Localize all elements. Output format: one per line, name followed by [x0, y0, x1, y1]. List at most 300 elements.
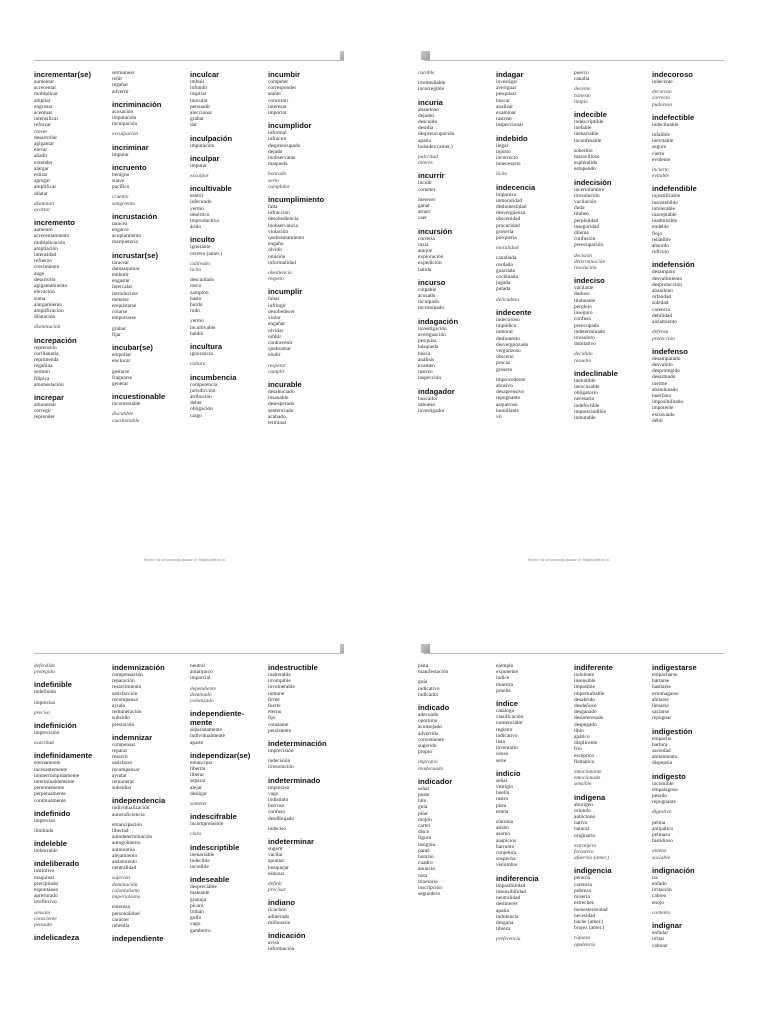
synonym: serie [496, 757, 507, 764]
synonym: sugerir [268, 846, 283, 853]
synonym: vergonzoso [496, 347, 521, 354]
synonym: dejado [268, 148, 283, 155]
synonym: indecoroso [496, 316, 520, 323]
page-corner-icon [421, 51, 430, 60]
headword: incumplir [268, 287, 303, 297]
synonym: confuso [268, 809, 286, 816]
antonym: acortar [34, 207, 51, 214]
headword: indescifrable [190, 812, 237, 822]
synonym: burdo [190, 302, 203, 309]
synonym: insostenible [652, 199, 678, 206]
headword: indecisión [574, 177, 612, 187]
dictionary-column [112, 663, 190, 953]
synonym: individualización [112, 805, 150, 812]
dictionary-column [652, 70, 728, 424]
synonym: putada [496, 286, 511, 293]
synonym: aislamiento [652, 319, 677, 326]
synonym: conveniente [418, 736, 445, 743]
synonym: infractor [268, 136, 287, 143]
synonym: saciarse [652, 709, 670, 716]
antonym: incierto [652, 167, 669, 174]
synonym: grabar [190, 116, 204, 123]
headword: indignación [652, 865, 695, 875]
synonym: hito [418, 798, 427, 805]
antonym: emocionado [574, 775, 601, 782]
synonym: inmutable [574, 414, 596, 421]
synonym: flojo [652, 230, 663, 237]
synonym: perplejo [574, 303, 592, 310]
antonym: defendido [34, 663, 56, 669]
synonym: colarse [112, 309, 128, 316]
synonym: inspección [418, 375, 442, 382]
synonym: buscador [418, 395, 438, 402]
synonym: ampliación [34, 245, 58, 252]
synonym: ininterrumpidamente [34, 772, 80, 779]
synonym: débil [652, 417, 663, 424]
synonym: aleccionar [190, 110, 213, 117]
synonym: inaceptable [652, 212, 677, 219]
synonym: libertad [112, 828, 129, 835]
synonym: inculpado [418, 299, 440, 306]
antonym: pulcritud [418, 154, 438, 161]
antonym: determinación [574, 258, 606, 265]
synonym: mojón [418, 816, 432, 823]
headword: indigesto [652, 771, 686, 781]
synonym: imprecisión [268, 748, 294, 755]
entry-columns [34, 70, 344, 426]
synonym: adecuado [418, 712, 439, 719]
synonym: invulnerable [268, 684, 295, 691]
headword: incruento [112, 162, 147, 172]
synonym: desahuciado [268, 388, 295, 395]
antonym: honesto [574, 92, 591, 99]
dictionary-column [112, 70, 190, 426]
synonym: granuja [190, 896, 207, 903]
synonym: reprimenda [34, 356, 59, 363]
synonym: impreciso [34, 699, 56, 706]
synonym: endeble [652, 224, 669, 231]
synonym: ayuda [112, 703, 125, 710]
headword: incriminar [112, 142, 149, 152]
headword: indecencia [496, 182, 536, 192]
synonym: tibio [574, 727, 584, 734]
antonym: cuestionable [112, 417, 140, 424]
synonym: prueba [496, 687, 511, 694]
headword: índice [496, 699, 518, 709]
synonym: improductivo [190, 218, 220, 225]
synonym: abusivo [496, 382, 513, 389]
page-right-top [418, 50, 728, 590]
headword: indecente [496, 307, 532, 317]
headword: indebido [496, 133, 528, 143]
headword: incursión [418, 226, 453, 236]
synonym: índice [496, 675, 510, 682]
synonym: inseguridad [574, 223, 600, 230]
antonym: correcto [652, 95, 671, 102]
header-rule [424, 60, 724, 61]
synonym: inexcusable [574, 383, 600, 390]
synonym: impasible [574, 684, 595, 691]
headword: indicación [268, 931, 306, 941]
headword: indignar [652, 921, 682, 931]
synonym: vil [496, 413, 502, 420]
antonym: inadecuado [418, 765, 444, 772]
synonym: personalidad [112, 910, 140, 917]
synonym: reparación [112, 678, 135, 685]
headword: indeliberado [34, 859, 80, 869]
synonym: manifestación [418, 669, 449, 676]
synonym: fuerte [268, 703, 281, 710]
synonym: violación [268, 228, 289, 235]
synonym: enfado [652, 881, 667, 888]
synonym: incultivable [190, 324, 216, 331]
synonym: displicente [574, 740, 598, 747]
synonym: constante [268, 721, 289, 728]
synonym: engaño [268, 241, 284, 248]
synonym: separadamente [190, 727, 223, 734]
headword: indefenso [652, 346, 688, 356]
synonym: inmoral [496, 329, 513, 336]
synonym: inadmisible [652, 218, 678, 225]
synonym: precipitado [34, 880, 59, 887]
synonym: acentuar [34, 110, 53, 117]
synonym: neutralidad [112, 865, 137, 872]
synonym: intolerable [652, 205, 676, 212]
synonym: esbozar [268, 870, 285, 877]
synonym: necesario [574, 396, 595, 403]
synonym: imprescindible [574, 408, 607, 415]
synonym: aumentar [34, 79, 55, 85]
synonym: estela [496, 808, 509, 815]
antonym: moralidad [496, 245, 519, 252]
synonym: impotente [652, 405, 674, 412]
synonym: ahitamiento [652, 754, 678, 761]
synonym: preocupado [574, 322, 600, 329]
synonym: dilatación [34, 314, 56, 321]
synonym: cierto [652, 150, 665, 157]
synonym: infringir [268, 302, 286, 309]
synonym: miseria [574, 894, 590, 901]
synonym: atañer [268, 91, 282, 98]
antonym: resuelto [574, 357, 592, 364]
synonym: clasificación [496, 714, 524, 721]
synonym: pelmazo [652, 832, 671, 839]
antonym: cultura [190, 361, 206, 368]
synonym: insensible [574, 678, 596, 685]
synonym: desabrido [574, 696, 595, 703]
antonym: decoroso [652, 89, 672, 96]
synonym: refuerzo [34, 258, 52, 265]
synonym: perplejidad [574, 217, 599, 224]
synonym: debilidad [652, 312, 673, 319]
antonym: decente [574, 86, 591, 93]
synonym: indescriptible [574, 119, 604, 126]
synonym: persistente [268, 727, 292, 734]
antonym: sujeción [112, 875, 130, 882]
synonym: imperturbable [574, 690, 605, 697]
antonym: curable [418, 70, 435, 76]
synonym: incriminado [418, 305, 445, 312]
synonym: marquetería [112, 239, 138, 246]
synonym: separar [190, 778, 206, 785]
synonym: infecundo [190, 199, 212, 206]
synonym: abandono [418, 106, 439, 113]
synonym: irresolución [268, 764, 294, 771]
synonym: acoplamiento [112, 233, 142, 240]
synonym: dilatar [34, 190, 48, 197]
antonym: pudoroso [652, 101, 673, 108]
synonym: recompensar [112, 766, 140, 773]
synonym: incontestable [112, 401, 141, 408]
synonym: falta [268, 204, 278, 211]
synonym: grosería [496, 228, 514, 235]
synonym: olvido [268, 247, 282, 254]
antonym: decisión [574, 252, 592, 259]
synonym: alargar [34, 165, 49, 172]
synonym: pesquisar [496, 91, 517, 98]
synonym: liberar [190, 772, 205, 779]
synonym: panel [418, 847, 430, 854]
synonym: examinar [496, 110, 517, 117]
synonym: huella [496, 790, 510, 797]
synonym: inmune [268, 690, 285, 697]
headword: incrustación [112, 211, 158, 221]
synonym: perpetuamente [34, 791, 66, 798]
synonym: crecimiento [34, 264, 60, 271]
synonym: autogobierno [112, 840, 141, 847]
synonym: guarrada [496, 267, 515, 274]
synonym: apatía [418, 137, 431, 144]
headword: incultivable [190, 184, 232, 194]
antonym: preciso [34, 709, 50, 716]
synonym: adinerado [268, 913, 290, 920]
antonym: sensible [574, 781, 592, 788]
synonym: inspirar [190, 91, 207, 98]
synonym: repugnar [652, 715, 672, 722]
synonym: olvidar [268, 327, 284, 334]
synonym: oportuno [418, 718, 438, 725]
antonym: respeto [268, 276, 284, 283]
synonym: fraguarse [112, 374, 133, 381]
synonym: obligación [190, 406, 213, 413]
synonym: remunerar [112, 779, 135, 786]
synonym: basto [190, 295, 202, 302]
headword: incrustar(se) [112, 250, 159, 260]
synonym: indefectible [574, 402, 600, 409]
synonym: procaz [496, 360, 511, 367]
synonym: suave [112, 178, 125, 185]
synonym: impasibilidad [496, 882, 526, 889]
synonym: batida [418, 266, 432, 273]
synonym: fijo [268, 715, 276, 722]
synonym: autonomía [112, 846, 135, 853]
synonym: imputación [190, 142, 215, 149]
synonym: ricachón [268, 907, 287, 914]
headword: incremento [34, 218, 75, 228]
antonym: sensato [34, 909, 51, 916]
headword: indelicadeza [34, 933, 80, 943]
headword: indeterminación [268, 739, 327, 749]
synonym: baldío [190, 330, 204, 337]
synonym: irritar [652, 936, 665, 943]
synonym: autóctono [574, 814, 596, 821]
synonym: alejamiento [112, 852, 138, 859]
synonym: filípica [34, 375, 50, 382]
antonym: lícito [496, 171, 508, 178]
headword: indagación [418, 316, 459, 326]
synonym: procacidad [496, 222, 520, 229]
synonym: desarrollar [34, 134, 58, 141]
synonym: remuneración [112, 709, 142, 716]
synonym: empalagoso [652, 786, 678, 793]
synonym: corresponder [268, 85, 297, 92]
synonym: competencia [190, 381, 218, 388]
synonym: ignorancia [190, 351, 213, 358]
synonym: bache (amer.) [574, 918, 604, 925]
synonym: aconsejado [418, 724, 442, 731]
synonym: cabrear [652, 942, 668, 949]
synonym: abandono [652, 288, 673, 295]
synonym: incorregible [418, 86, 445, 93]
synonym: autárquico [190, 669, 213, 676]
antonym: extranjero [574, 842, 597, 849]
antonym: ameno [652, 848, 667, 855]
dictionary-column [496, 663, 574, 949]
antonym: cultivado [190, 260, 211, 267]
page-right-bottom [418, 643, 728, 1024]
antonym: delicadeza [496, 296, 520, 303]
synonym: análisis [418, 356, 435, 363]
synonym: persuadir [190, 103, 211, 110]
synonym: desértico [190, 211, 210, 218]
synonym: rebatible [652, 236, 671, 243]
synonym: injustificable [652, 193, 681, 200]
synonym: espontáneo [34, 887, 59, 894]
synonym: busca [418, 350, 431, 357]
headword: indefendible [652, 184, 697, 194]
synonym: apatía [496, 907, 509, 914]
headword: incumbir [268, 70, 301, 79]
synonym: sermón [34, 369, 50, 376]
synonym: titubeante [574, 297, 596, 304]
synonym: pelma [652, 819, 666, 826]
antonym: honrado [268, 171, 287, 178]
synonym: desinteresado [574, 715, 604, 722]
synonym: acabado [268, 413, 286, 420]
synonym: frío [574, 746, 582, 753]
synonym: recompensa [112, 696, 138, 703]
headword: increpar [34, 392, 64, 402]
antonym: discutible [112, 411, 133, 418]
synonym: merecer [418, 196, 436, 203]
synonym: pista [418, 663, 429, 669]
headword: indeclinable [574, 368, 618, 378]
entry-columns [418, 70, 728, 424]
synonym: investigar [496, 79, 518, 85]
synonym: emancipar [190, 759, 213, 766]
synonym: yermo [190, 205, 204, 212]
synonym: embutir [112, 272, 129, 279]
synonym: vago [190, 921, 201, 928]
headword: indestructible [268, 663, 318, 672]
antonym: imperialismo [112, 894, 141, 901]
synonym: rastrear [496, 116, 513, 123]
synonym: abandonado [652, 386, 679, 393]
synonym: tosco [190, 283, 202, 290]
synonym: señal [496, 777, 508, 784]
synonym: indefinido [34, 689, 57, 696]
synonym: desgana [496, 919, 514, 926]
synonym: acrecentar [34, 85, 57, 92]
synonym: extender [34, 159, 53, 166]
synonym: repugnante [496, 395, 520, 402]
headword: indefinido [34, 808, 71, 818]
synonym: incesantemente [34, 766, 68, 773]
synonym: intensificar [34, 116, 59, 123]
entry-columns [418, 663, 728, 949]
synonym: regañar [112, 82, 129, 89]
synonym: aumento [34, 227, 53, 234]
synonym: investigador [418, 407, 445, 414]
synonym: incorrecto [496, 155, 518, 162]
synonym: guía [418, 679, 428, 686]
synonym: perennemente [34, 785, 65, 792]
synonym: dubitativo [574, 341, 596, 348]
synonym: horario [418, 854, 434, 861]
synonym: maquinal [34, 874, 55, 881]
synonym: inspeccionar [496, 122, 524, 129]
headword: incuria [418, 97, 443, 107]
synonym: apático [574, 734, 590, 741]
synonym: ignorante [190, 244, 211, 251]
antonym: sangriento [112, 200, 136, 207]
antonym: pensado [34, 922, 52, 929]
synonym: omisión [268, 253, 286, 260]
synonym: pilar [418, 810, 428, 817]
headword: incriminación [112, 99, 162, 109]
synonym: expedición [418, 260, 442, 267]
synonym: multiplicar [34, 91, 58, 98]
synonym: bosquejar [268, 864, 289, 871]
synonym: empacharse [652, 672, 678, 678]
synonym: exponente [496, 669, 519, 676]
antonym: respetar [268, 362, 286, 369]
synonym: reprender [34, 414, 55, 421]
synonym: indeterminado [574, 328, 606, 335]
page-corner-icon [340, 644, 344, 653]
antonym: colonizado [190, 698, 214, 705]
synonym: desarmado [652, 374, 676, 381]
synonym: yermo [190, 318, 204, 325]
synonym: dispepsia [652, 760, 673, 767]
synonym: desarrollo [34, 276, 56, 283]
synonym: inmoralidad [496, 197, 523, 204]
headword: independiente-mente [190, 709, 245, 728]
synonym: espléndido [574, 160, 598, 167]
headword: increpación [34, 335, 77, 345]
synonym: satisfacer [112, 760, 133, 767]
synonym: terminal [268, 419, 286, 426]
synonym: generar [112, 380, 129, 387]
synonym: rastreo [418, 369, 433, 376]
headword: indeterminado [268, 775, 321, 785]
synonym: omitir [268, 333, 282, 340]
synonym: indeclinable [652, 121, 679, 128]
synonym: hastiarse [652, 684, 671, 691]
dictionary-column [418, 70, 496, 424]
synonym: inevitable [652, 138, 674, 145]
synonym: vestigio [496, 784, 514, 791]
